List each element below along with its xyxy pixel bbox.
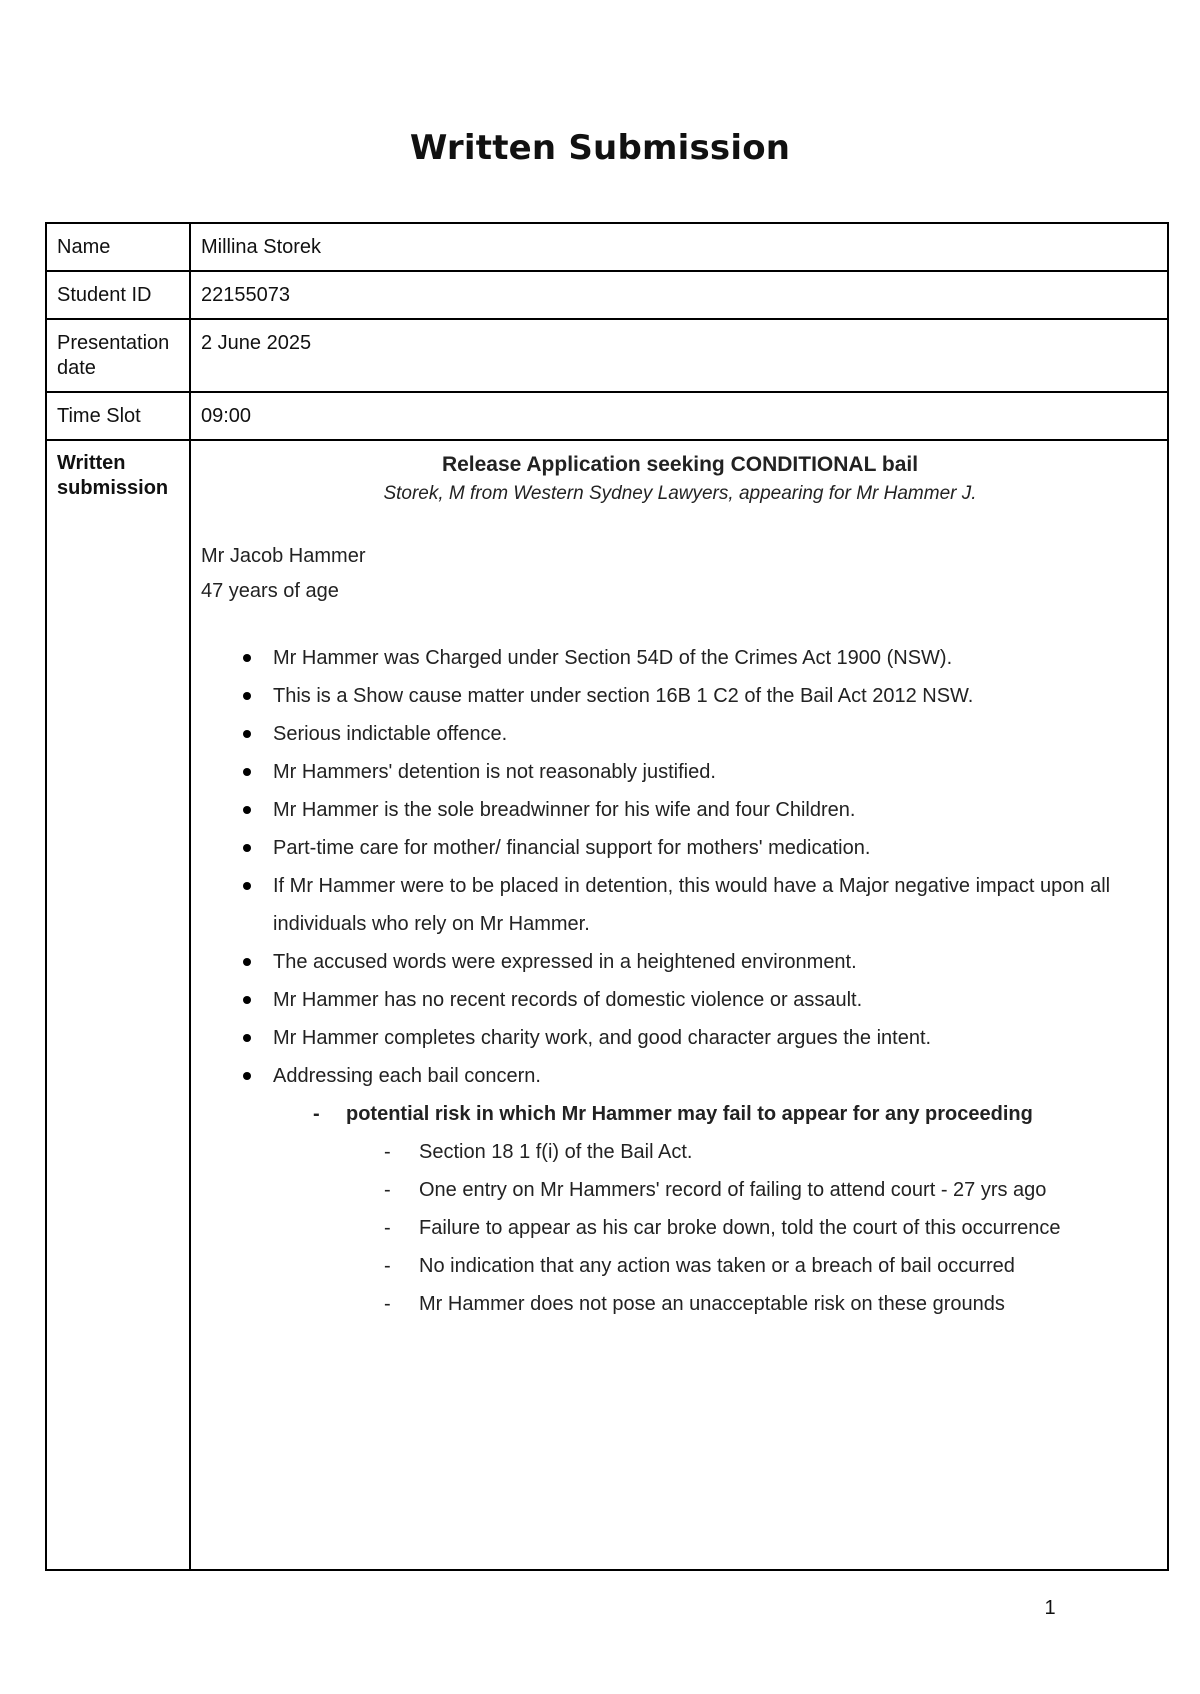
bullet-icon <box>243 654 251 662</box>
dash-marker: - <box>313 1103 320 1125</box>
accused-age: 47 years of age <box>201 580 339 602</box>
accused-name: Mr Jacob Hammer <box>201 545 366 567</box>
concern-point: - One entry on Mr Hammers' record of failing to attend court - 27 yrs ago <box>201 1171 1159 1209</box>
bullet-icon <box>243 1034 251 1042</box>
concern-point: - Failure to appear as his car broke down, told the court of this occurrence <box>201 1209 1159 1247</box>
bullet-group-bail-concerns <box>201 1057 1159 1095</box>
list-item: The accused words were expressed in a heightened environment. <box>201 943 1159 981</box>
student-id-label: Student ID <box>46 271 190 319</box>
document-title: Written Submission <box>409 128 791 168</box>
student-id-value: 22155073 <box>190 271 1168 319</box>
bullet-group-character <box>201 943 1159 1057</box>
concern-heading: - potential risk in which Mr Hammer may fail to appear for any proceeding <box>201 1095 1159 1133</box>
dash-marker: - <box>384 1217 391 1239</box>
presentation-date-value: 2 June 2025 <box>190 319 1168 392</box>
time-slot-value: 09:00 <box>190 392 1168 440</box>
presentation-date-row <box>46 319 1168 392</box>
bullet-icon <box>243 806 251 814</box>
concern-point: - No indication that any action was taken or a breach of bail occurred <box>201 1247 1159 1285</box>
list-item: Mr Hammers' detention is not reasonably justified. <box>201 753 1159 791</box>
bullet-icon <box>243 958 251 966</box>
list-item: Mr Hammer has no recent records of domestic violence or assault. <box>201 981 1159 1019</box>
concern-point: - Section 18 1 f(i) of the Bail Act. <box>201 1133 1159 1171</box>
list-item: Mr Hammer was Charged under Section 54D of the Crimes Act 1900 (NSW). <box>201 639 1159 677</box>
bullet-icon <box>243 844 251 852</box>
list-item: Addressing each bail concern. <box>201 1057 1159 1095</box>
bullet-group-detention <box>201 753 1159 943</box>
dash-marker: - <box>384 1255 391 1277</box>
written-submission-body <box>190 440 1168 1570</box>
time-slot-label: Time Slot <box>46 392 190 440</box>
bullet-icon <box>243 768 251 776</box>
written-submission-label: Written submission <box>46 440 190 1570</box>
bullet-icon <box>243 692 251 700</box>
name-label: Name <box>46 223 190 271</box>
concern-point: - Mr Hammer does not pose an unacceptable risk on these grounds <box>201 1285 1159 1323</box>
student-id-row <box>46 271 1168 319</box>
bullet-icon <box>243 996 251 1004</box>
dash-marker: - <box>384 1179 391 1201</box>
list-item: This is a Show cause matter under section 16B 1 C2 of the Bail Act 2012 NSW. <box>201 677 1159 715</box>
bullet-icon <box>243 730 251 738</box>
appearance-line: Storek, M from Western Sydney Lawyers, appearing for Mr Hammer J. <box>383 483 977 504</box>
dash-marker: - <box>384 1141 391 1163</box>
list-item: Mr Hammer is the sole breadwinner for his wife and four Children. <box>201 791 1159 829</box>
written-submission-row <box>46 440 1168 1570</box>
page-number: 1 <box>1044 1597 1056 1619</box>
dash-marker: - <box>384 1293 391 1315</box>
bullet-icon <box>243 1072 251 1080</box>
list-item: Serious indictable offence. <box>201 715 1159 753</box>
list-item: Part-time care for mother/ financial support for mothers' medication. <box>201 829 1159 867</box>
list-item: Mr Hammer completes charity work, and good character argues the intent. <box>201 1019 1159 1057</box>
submission-heading: Release Application seeking CONDITIONAL bail <box>441 453 919 476</box>
presentation-date-label: Presentation date <box>46 319 190 392</box>
name-value: Millina Storek <box>190 223 1168 271</box>
list-item: If Mr Hammer were to be placed in detention, this would have a Major negative impact upon all individuals who rely on Mr Hammer. <box>201 867 1159 943</box>
name-row <box>46 223 1168 271</box>
submission-table <box>45 222 1169 1571</box>
bullet-group-charges <box>201 639 1159 753</box>
bullet-icon <box>243 882 251 890</box>
time-slot-row <box>46 392 1168 440</box>
